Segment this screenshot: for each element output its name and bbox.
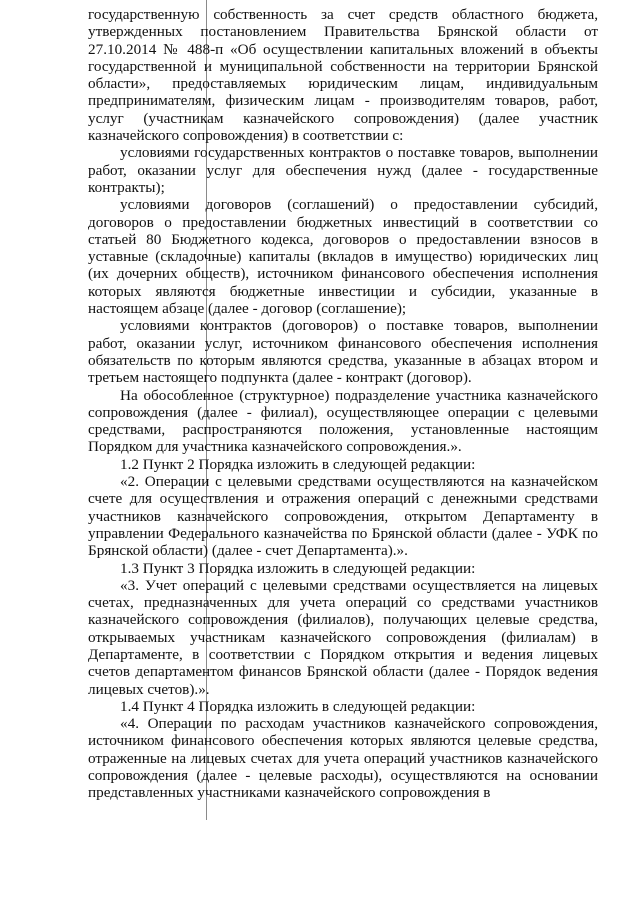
paragraph-point-4: «4. Операции по расходам участников казначейского сопровождения, источником финансового обеспечения которых являются целевые средства, отраженные на лицевых счетах для учета операций участников казначейского сопровождения (далее - целевые расходы), осуществляются на основании представленных участниками казначейского сопровождения в	[88, 715, 598, 802]
paragraph-item-1-4: 1.4 Пункт 4 Порядка изложить в следующей редакции:	[120, 697, 476, 715]
paragraph-item-1-2: 1.2 Пункт 2 Порядка изложить в следующей редакции:	[120, 455, 476, 473]
paragraph-point-3: «3. Учет операций с целевыми средствами осуществляется на лицевых счетах, предназначенных для учета операций со средствами участников казначейского сопровождения (филиалов), получающих целевые средства, открываемых участникам казначейского сопровождения (филиалам) в Департаменте, в соответствии с Порядком открытия и ведения лицевых счетов департаментом финансов Брянской области (далее - Порядок ведения лицевых счетов).».	[88, 576, 598, 698]
paragraph-continuation: государственную собственность за счет средств областного бюджета, утвержденных постановлением Правительства Брянской области от 27.10.2014 № 488-п «Об осуществлении капитальных вложений в объекты государственной и муниципальной собственности на территории Брянской области», предоставляемых юридическим лицам, индивидуальным предпринимателям, физическим лицам - производителям товаров, работ, услуг (участникам казначейского сопровождения) (далее участник казначейского сопровождения) в соответствии с:	[88, 6, 598, 145]
paragraph-contracts: условиями контрактов (договоров) о поставке товаров, выполнении работ, оказании услуг, источником финансового обеспечения исполнения обязательств по которым являются средства, указанные в абзацах втором и третьем настоящего подпункта (далее - контракт (договор).	[88, 317, 598, 387]
paragraph-agreements: условиями договоров (соглашений) о предоставлении субсидий, договоров о предоставлении бюджетных инвестиций в соответствии со статьей 80 Бюджетного кодекса, договоров о предоставлении взносов в уставные (складочные) капиталы (вкладов в имущество) юридических лиц (их дочерних обществ), источником финансового обеспечения исполнения которых являются бюджетные инвестиции и субсидии, указанные в настоящем абзаце (далее - договор (соглашение);	[88, 196, 598, 318]
paragraph-point-2: «2. Операции с целевыми средствами осуществляются на казначейском счете для осуществления и отражения операций с денежными средствами участников казначейского сопровождения, открытом Департаменту в управлении Федерального казначейства по Брянской области (далее - УФК по Брянской области) (далее - счет Департамента).».	[88, 473, 598, 560]
document-body	[88, 6, 598, 802]
paragraph-state-contracts: условиями государственных контрактов о поставке товаров, выполнении работ, оказании услуг для обеспечения нужд (далее - государственные контракты);	[88, 144, 598, 196]
paragraph-item-1-3: 1.3 Пункт 3 Порядка изложить в следующей редакции:	[120, 559, 476, 577]
paragraph-branch: На обособленное (структурное) подразделение участника казначейского сопровождения (далее - филиал), осуществляющее операции с целевыми средствами, распространяются положения, установленные настоящим Порядком для участника казначейского сопровождения.».	[88, 386, 598, 456]
